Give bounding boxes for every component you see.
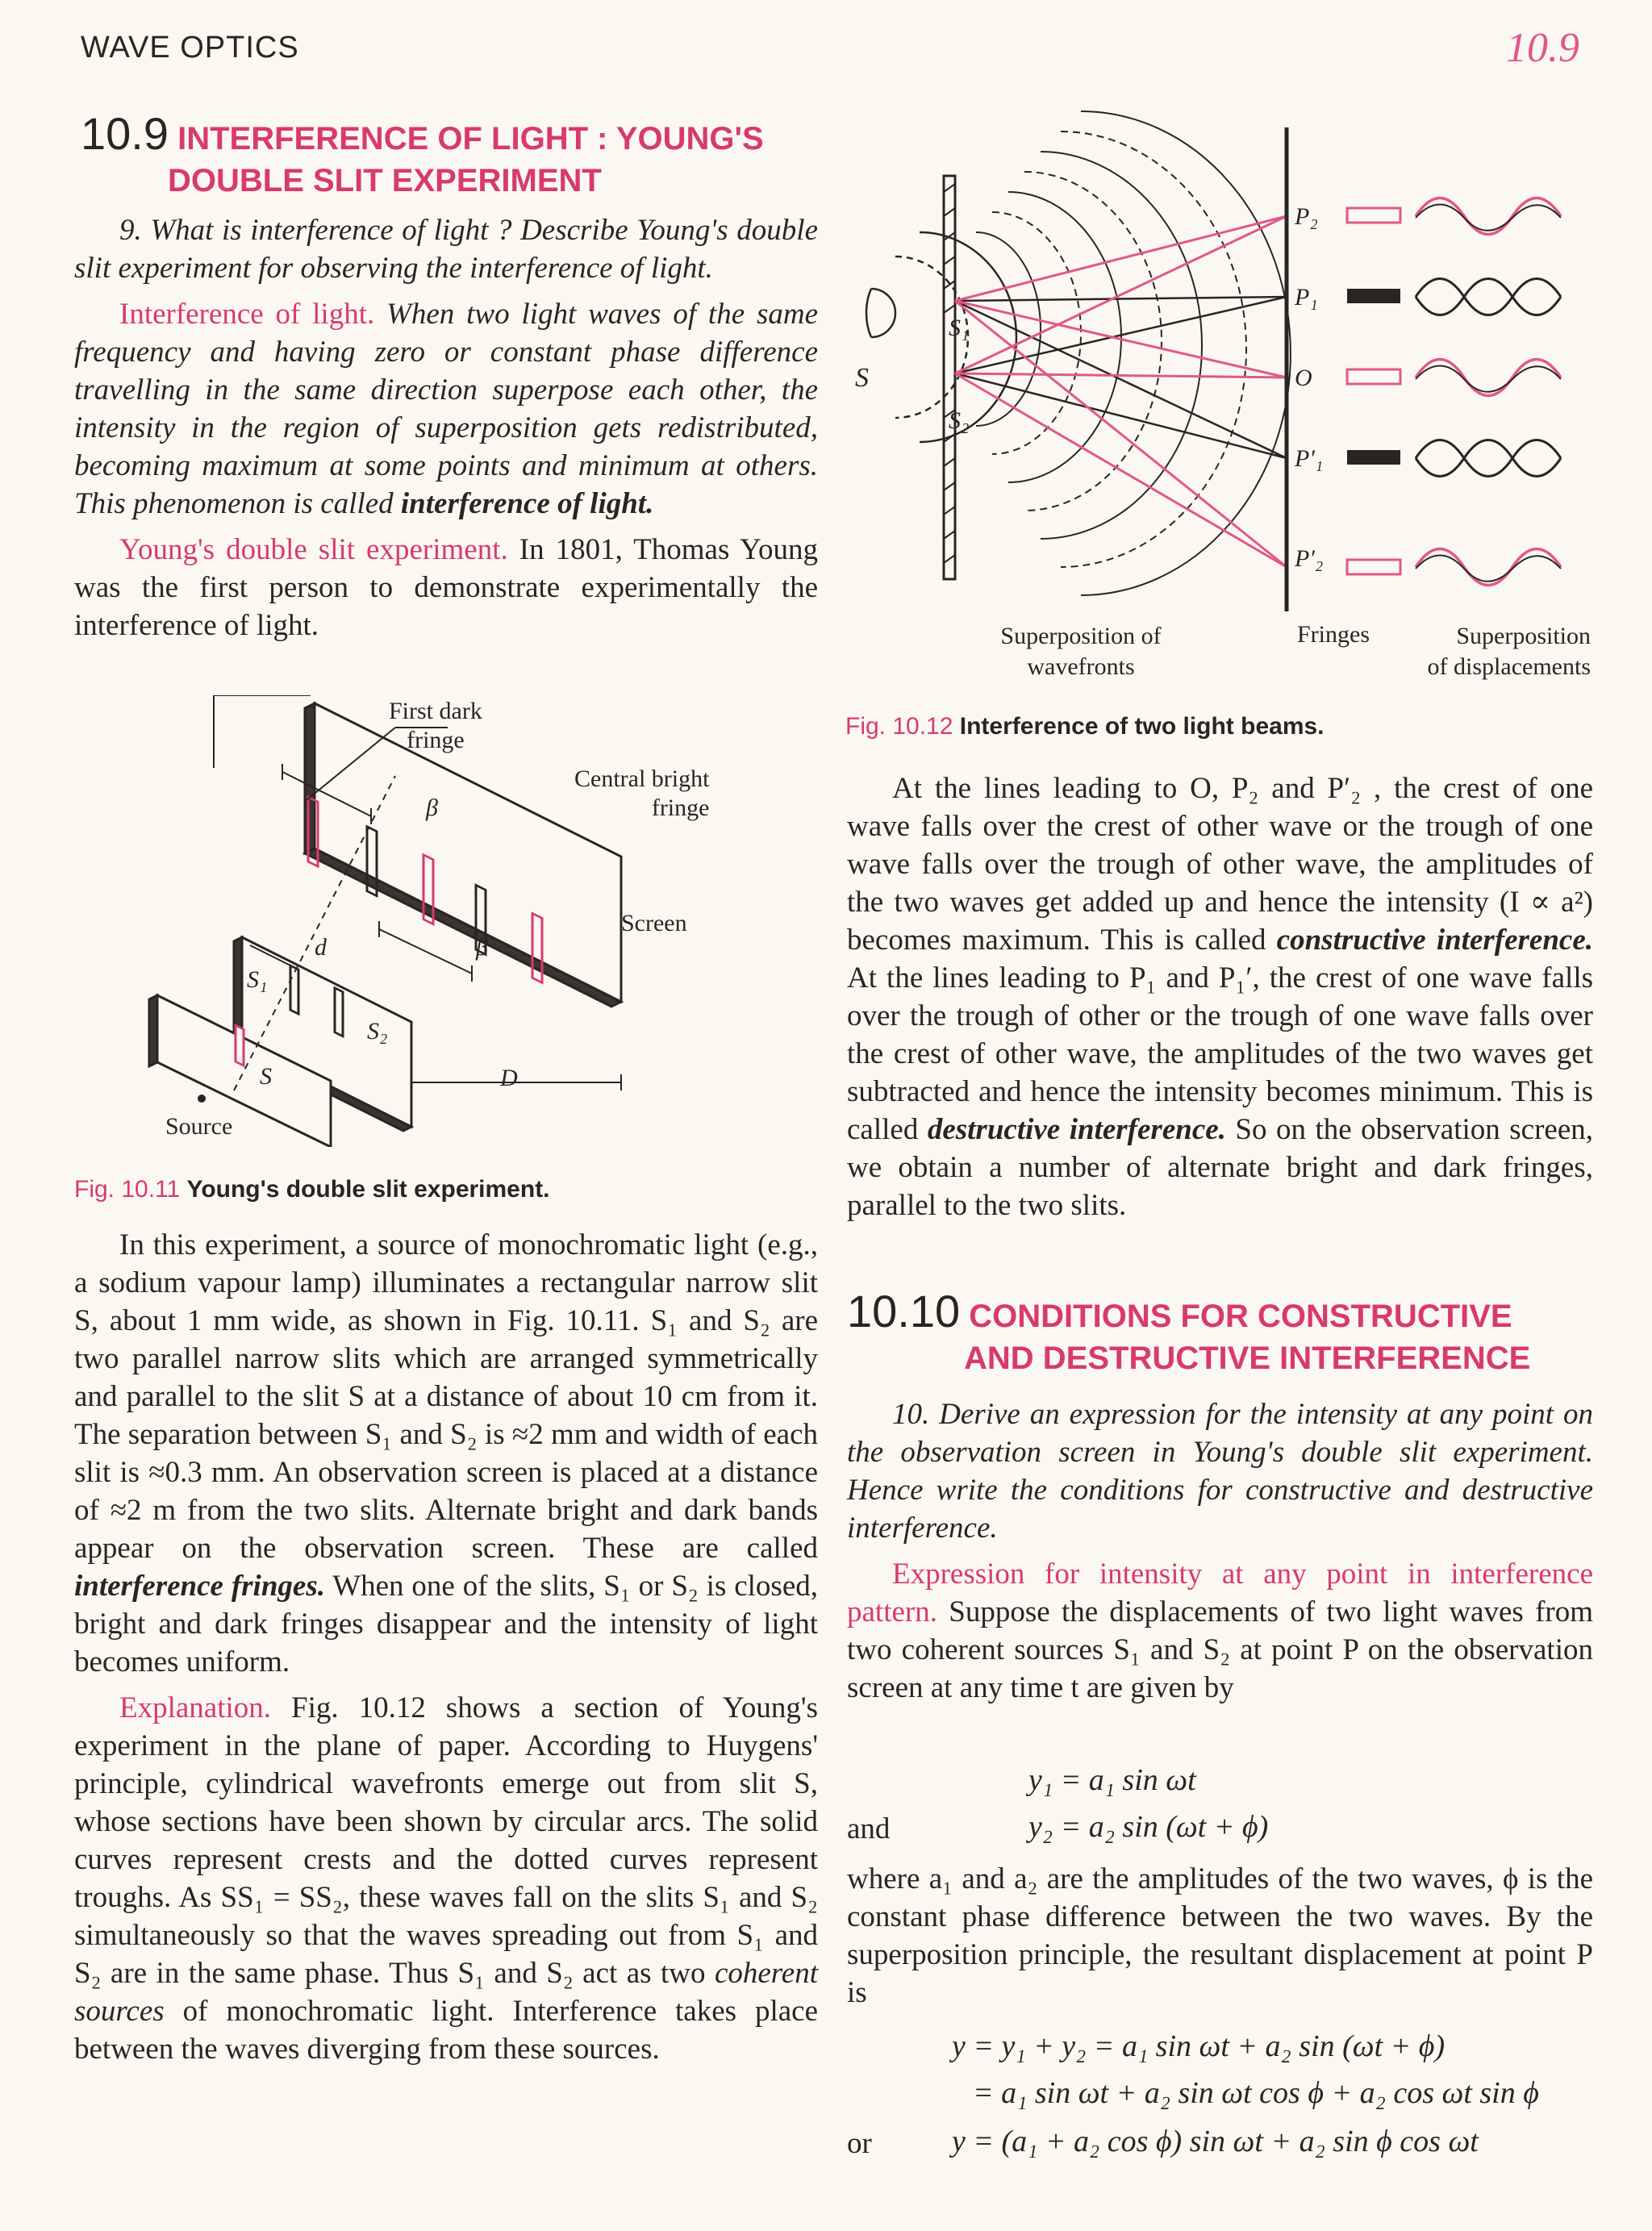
question-9: 9. What is interference of light ? Describe Young's double slit experiment for observing the interference of light. [74,214,818,285]
para-interference: Interference of light. When two light waves of the same frequency and having zero or constant phase difference travelling in the same direction superpose each other, the intensity in the region of superposition gets redistributed, becoming maximum at some points and minimum at others. This phenomenon is called interference of light. [74,298,818,520]
equation-expanded: = a₁ sin ωt + a₂ sin ωt cos ϕ + a₂ cos ωt sin ϕ [973,2076,1539,2110]
fringe-o [1347,369,1400,384]
para-experiment: In this experiment, a source of monochromatic light (e.g., a sodium vapour lamp) illuminates a rectangular narrow slit S, about 1 mm wide, as shown in Fig. 10.11. S₁ and S₂ are two parallel narrow slits which are arranged symmetrically and parallel to the slit S at a distance of about 10 cm from it. The separation between S₁ and S₂ is ≈2 mm and width of each slit is ≈0.3 mm. An observation screen is placed at a distance of ≈2 m from the two slits. Alternate bright and dark bands appear on the observation screen. These are called interference fringes. When one of the slits, S₁ or S₂ is closed, bright and dark fringes disappear and the intensity of light becomes uniform. [74,1228,818,1678]
section-heading-10-10: 10.10 CONDITIONS FOR CONSTRUCTIVE AND DESTRUCTIVE INTERFERENCE [847,1286,1531,1376]
expression-heading: Expression for intensity at any point in interference pattern. [847,1558,1593,1628]
label-d: d [315,934,327,961]
section-number-10-10: 10.10 [847,1286,961,1337]
label-P2: P₂ [1295,203,1318,230]
page-number: 10.9 [1506,25,1579,71]
caption-fig-10-12: Fig. 10.12 Interference of two light beams. [845,713,1325,740]
label-s2: S₂ [367,1018,388,1045]
interference-heading: Interference of light. [119,298,375,331]
section-heading-10-9 [81,108,807,202]
young-heading: Young's double slit experiment. [119,533,508,566]
label-s1: S₁ [247,966,268,993]
para-explanation: Explanation. Fig. 10.12 shows a section of Young's experiment in the plane of paper. According to Huygens' principle, cylindrical wavefronts emerge out from slit S, whose sections have been shown by circular arcs. The solid curves represent crests and the dotted curves represent troughs. As SS₁ = SS₂, these waves fall on the slits S₁ and S₂ simultaneously so that the waves spreading out from S₁ and S₂ are in the same phase. Thus S₁ and S₂ act as two coherent sources of monochromatic light. Interference takes place between the waves diverging from these sources. [74,1691,819,2066]
source-point [198,1095,206,1103]
label-beta-top: β [426,794,438,821]
equation-resultant: y = (a₁ + a₂ cos ϕ) sin ωt + a₂ sin ϕ cos ωt [952,2125,1479,2158]
right-column-top [847,769,1593,1232]
label-P2-prime: P′₂ [1295,545,1324,572]
para-where: where a₁ and a₂ are the amplitudes of the two waves, ϕ is the constant phase difference between the two waves. By the superposition principle, the resultant displacement at point P is [847,1862,1593,2009]
para-young: Young's double slit experiment. In 1801, Thomas Young was the first person to demonstrate experimentally the interference of light. [74,533,819,642]
section-title-line1: INTERFERENCE OF LIGHT : YOUNG'S [177,121,764,156]
fringe-p1-prime [1347,450,1400,465]
section-title-line2: DOUBLE SLIT EXPERIMENT [168,163,602,198]
label-superposition-displacements: Superposition of displacements [1427,623,1591,680]
question-10: 10. Derive an expression for the intensity at any point on the observation screen in Young's double slit experiment. Hence write the conditions for constructive and destructive interference. [847,1398,1593,1545]
label-fringes: Fringes [1297,621,1370,648]
label-beta-bottom: β [476,934,488,961]
fringe-p1 [1347,289,1400,303]
label-P1: P₁ [1295,284,1318,311]
left-column-bottom [74,1226,818,2076]
caption-fig-10-11: Fig. 10.11 Young's double slit experiment. [74,1176,550,1203]
equation-y2: y₂ = a₂ sin (ωt + ϕ) [1028,1810,1269,1844]
label-fig12-S2: S₂ [949,407,970,434]
word-or: or [847,2127,872,2160]
label-fig12-S1: S₁ [949,315,970,341]
label-central-bright-fringe: Central bright fringe [574,765,710,821]
right-column-bottom [847,1395,1593,1715]
para-expression: Expression for intensity at any point in interference pattern. Suppose the displacements of two light waves from two coherent sources S₁ and S₂ at point P on the observation screen at any time t are given by [847,1558,1593,1704]
running-head: WAVE OPTICS [81,31,299,65]
equation-y1: y₁ = a₁ sin ωt [1028,1763,1196,1797]
section-number: 10.9 [81,108,169,159]
label-screen: Screen [621,910,687,936]
label-P1-prime: P′₁ [1295,445,1324,472]
figure-10-12 [847,95,1589,611]
equation-y-sum: y = y₁ + y₂ = a₁ sin ωt + a₂ sin (ωt + ϕ) [952,2029,1446,2063]
label-first-dark-fringe: First dark fringe [389,698,482,753]
fringe-p2-prime [1347,560,1400,574]
para-constructive-destructive: At the lines leading to O, P₂ and P′₂ , the crest of one wave falls over the crest of other wave or the trough of one wave falls over the trough of other wave, the amplitudes of the two waves get added up and hence the intensity (I ∝ a²) becomes maximum. This is called constructive interference. At the lines leading to P₁ and P₁′, the crest of one wave falls over the trough of other or the trough of one wave falls over the crest of other wave, the amplitudes of the two waves get subtracted and hence the intensity becomes minimum. This is called destructive interference. So on the observation screen, we obtain a number of alternate bright and dark fringes, parallel to the two slits. [847,772,1594,1222]
explanation-heading: Explanation. [119,1691,272,1724]
word-and: and [847,1812,891,1845]
left-column-top [74,211,818,653]
label-O: O [1295,365,1312,391]
label-superposition-wavefronts: Superposition of wavefronts [1000,623,1162,680]
label-D: D [500,1065,518,1091]
fringe-p2 [1347,208,1400,223]
label-source: Source [165,1113,233,1140]
label-fig12-S: S [855,363,869,393]
label-s: S [260,1063,272,1090]
